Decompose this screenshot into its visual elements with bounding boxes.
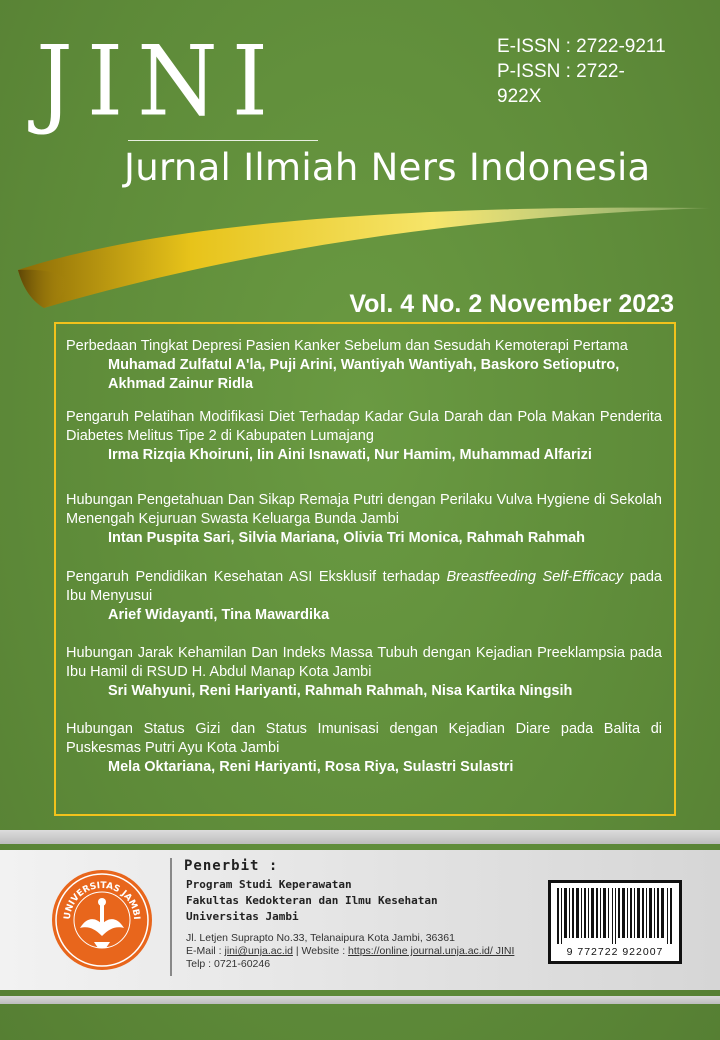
article-6[interactable] xyxy=(66,720,662,777)
footer-bottom-band xyxy=(0,996,720,1004)
article-title: Pengaruh Pendidikan Kesehatan ASI Eksklusif terhadap Breastfeeding Self-Efficacy pada Ibu Menyusui xyxy=(66,569,662,604)
table-of-contents xyxy=(54,322,676,816)
article-authors: Mela Oktariana, Reni Hariyanti, Rosa Riya, Sulastri Sulastri xyxy=(108,759,514,775)
article-title: Perbedaan Tingkat Depresi Pasien Kanker Sebelum dan Sesudah Kemoterapi Pertama xyxy=(66,338,628,354)
article-2[interactable] xyxy=(66,408,662,465)
email-link[interactable]: jini@unja.ac.id xyxy=(224,945,293,957)
barcode-number: 9 772722 922007 xyxy=(566,946,664,958)
article-authors: Irma Rizqia Khoiruni, Iin Aini Isnawati, Nur Hamim, Muhammad Alfarizi xyxy=(108,447,592,463)
publisher-phone: Telp : 0721-60246 xyxy=(186,958,271,970)
publisher-university: Universitas Jambi xyxy=(186,910,299,923)
footer-divider xyxy=(170,858,172,976)
article-authors: Arief Widayanti, Tina Mawardika xyxy=(108,607,330,623)
p-issn: P-ISSN : 2722- 922X xyxy=(497,61,625,107)
article-4[interactable] xyxy=(66,568,662,625)
article-title: Hubungan Status Gizi dan Status Imunisasi dengan Kejadian Diare pada Balita di Puskesmas Putri Ayu Kota Jambi xyxy=(66,721,662,756)
article-5[interactable] xyxy=(66,644,662,701)
publisher-program: Program Studi Keperawatan xyxy=(186,878,352,891)
barcode-bars xyxy=(557,888,673,944)
article-1[interactable] xyxy=(66,337,662,394)
issn-block xyxy=(497,34,707,109)
article-title: Hubungan Pengetahuan Dan Sikap Remaja Putri dengan Perilaku Vulva Hygiene di Sekolah Menengah Kejuruan Swasta Keluarga Bunda Jambi xyxy=(66,492,662,527)
barcode xyxy=(548,880,682,964)
article-3[interactable] xyxy=(66,491,662,548)
publisher-heading: Penerbit : xyxy=(184,858,279,874)
article-authors: Muhamad Zulfatul A'la, Puji Arini, Wantiyah Wantiyah, Baskoro Setioputro, Akhmad Zainur Ridla xyxy=(108,357,620,392)
volume-issue: Vol. 4 No. 2 November 2023 xyxy=(349,290,674,318)
e-issn: E-ISSN : 2722-9211 xyxy=(497,36,666,57)
journal-full-name: Jurnal Ilmiah Ners Indonesia xyxy=(124,146,651,189)
article-title: Pengaruh Pelatihan Modifikasi Diet Terhadap Kadar Gula Darah dan Pola Makan Penderita Diabetes Melitus Tipe 2 di Kabupaten Lumajang xyxy=(66,409,662,444)
logo-divider xyxy=(128,140,318,141)
publisher-contact: E-Mail : jini@unja.ac.id | Website : https://online journal.unja.ac.id/ JINI xyxy=(186,945,515,957)
footer-top-band xyxy=(0,830,720,844)
article-authors: Sri Wahyuni, Reni Hariyanti, Rahmah Rahmah, Nisa Kartika Ningsih xyxy=(108,683,573,699)
universitas-jambi-logo xyxy=(50,868,154,972)
publisher-address: Jl. Letjen Suprapto No.33, Telanaipura Kota Jambi, 36361 xyxy=(186,932,455,944)
article-authors: Intan Puspita Sari, Silvia Mariana, Olivia Tri Monica, Rahmah Rahmah xyxy=(108,530,586,546)
website-link[interactable]: https://online journal.unja.ac.id/ JINI xyxy=(348,945,515,957)
journal-logo: JINI xyxy=(36,25,283,138)
article-title: Hubungan Jarak Kehamilan Dan Indeks Massa Tubuh dengan Kejadian Preeklampsia pada Ibu Hamil di RSUD H. Abdul Manap Kota Jambi xyxy=(66,645,662,680)
svg-text:UNIVERSITAS JAMBI: UNIVERSITAS JAMBI xyxy=(62,880,142,921)
publisher-faculty: Fakultas Kedokteran dan Ilmu Kesehatan xyxy=(186,894,438,907)
